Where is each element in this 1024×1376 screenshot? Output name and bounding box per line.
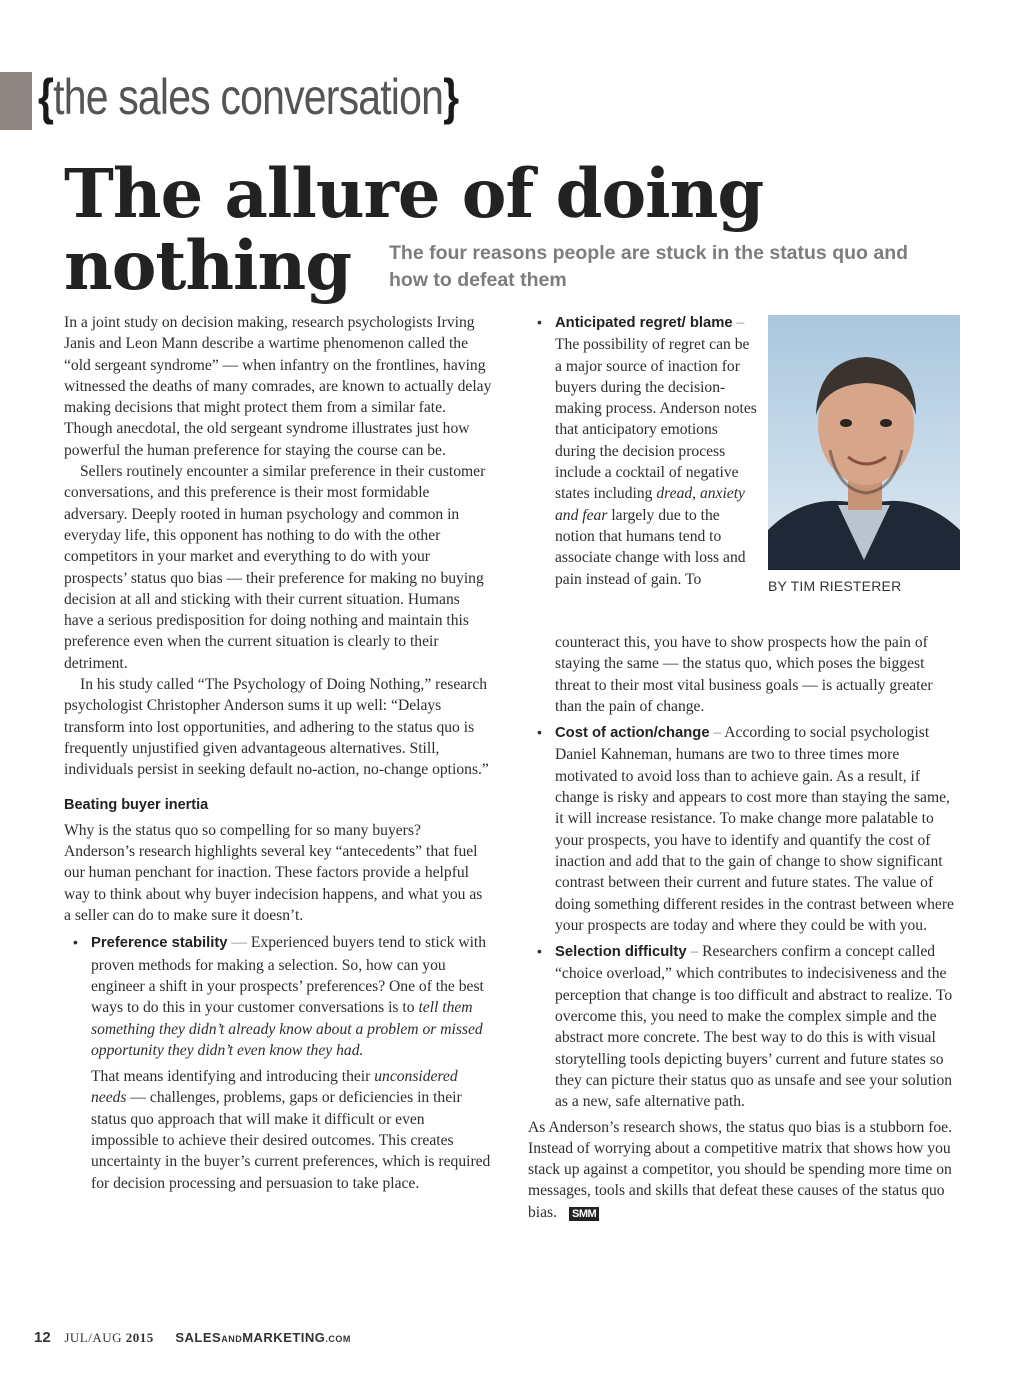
bullet-anticipated-regret — [528, 312, 758, 590]
bullet-lead: Anticipated regret/ blame — [555, 315, 733, 331]
page-number: 12 — [34, 1329, 51, 1346]
paragraph-intro: In a joint study on decision making, research psychologists Irving Janis and Leon Mann describe a wartime phenomenon called the “old sergeant syndrome” — when infantry on the frontlines, having witnessed the deaths of many comrades, are known to actually delay making decisions that might protect them from a similar fate. Though anecdotal, the old sergeant syndrome illustrates just how powerful the human preference for staying the course can be. — [64, 314, 492, 459]
bullet-continuation — [91, 1066, 492, 1194]
subheading-beating-inertia: Beating buyer inertia — [64, 796, 209, 813]
bullet-dash: — — [227, 934, 251, 952]
bullet-body: Experienced buyers tend to stick with proven methods for making a selection. So, how can you engineer a shift in your prospects’ preferences? One of the best ways to do this in your customer conversations is to — [91, 934, 487, 1017]
bullet-text — [555, 312, 758, 590]
bullet-lead: Preference stability — [91, 935, 228, 952]
bullet-italic: dread, anxiety and fear — [555, 485, 745, 524]
column-left — [64, 312, 492, 1194]
site-sales: SALES — [175, 1330, 222, 1345]
section-open-bracket: { — [38, 69, 54, 125]
bullet-selection-difficulty — [528, 941, 960, 1112]
continuation-b: — challenges, problems, gaps or deficiencies in their status quo approach that will make it difficult or even impossible to achieve their desired outcomes. This creates uncertainty in the buyer’s current preferences, which is required for decision processing and persuasion to take place. — [91, 1089, 491, 1192]
bullet-continuation: counteract this, you have to show prospects how the pain of staying the same — the status quo, which poses the biggest threat to their most vital business goals — is actually greater than the pain of change. — [555, 634, 933, 715]
site-marketing: MARKETING — [242, 1330, 326, 1345]
bullet-dot: • — [537, 724, 542, 741]
bullet-body: Researchers confirm a concept called “choice overload,” which contributes to indecisiveness and the perception that change is too difficult and abstract to realize. To overcome this, you need to make the complex simple and the abstract more concrete. The best way to do this is with visual storytelling tools depicting buyers’ current and future states so they can picture their status quo as unsafe and see your solution as a new, safe alternative path. — [555, 943, 953, 1111]
section-label: the sales conversation — [53, 69, 444, 125]
closing-text: As Anderson’s research shows, the status quo bias is a stubborn foe. Instead of worrying about a competitive matrix that shows how you stack up against a competitor, you should be spending more time on messages, tools and skills that defeat these causes of the status quo bias. — [528, 1118, 953, 1221]
page-footer — [34, 1329, 351, 1346]
section-tab-bar — [0, 72, 32, 130]
section-title — [38, 68, 458, 126]
bullet-dot: • — [537, 943, 542, 960]
bullet-lead: Cost of action/change — [555, 725, 710, 742]
website — [175, 1330, 351, 1345]
paragraph-sellers: Sellers routinely encounter a similar preference in their customer conversations, and this preference is their most formidable adversary. Deeply rooted in human psychology and common in everyday life, this opponent has nothing to do with the other competitors in your market and everything to do with your prospects’ status quo bias — their preference for making no buying decision at all and sticking with their current situation. Humans have a serious predisposition for doing nothing and maintain this preference even when the current situation is clearly to their detriment. — [64, 463, 486, 672]
issue-year: 2015 — [125, 1330, 154, 1345]
bullet-body-b: largely due to the notion that humans tend to associate change with loss and pain instead of gain. To — [555, 506, 746, 588]
bullet-text — [555, 941, 960, 1112]
continuation-italic: unconsidered needs — [91, 1068, 458, 1107]
subhead: The four reasons people are stuck in the status quo and how to defeat them — [389, 242, 909, 291]
paragraph-closing — [528, 1117, 960, 1223]
bullet-italic: tell them something they didn’t already know about a problem or missed opportunity they didn’t even know they had. — [91, 999, 483, 1059]
headline: The allure of doing nothing — [64, 154, 764, 305]
column-right-lower — [528, 632, 960, 1223]
site-and: AND — [221, 1334, 243, 1344]
paragraph-why: Why is the status quo so compelling for so many buyers? Anderson’s research highlights several key “antecedents” that fuel our human penchant for inaction. These factors provide a helpful way to think about why buyer indecision happens, and what you as a seller can do to make sure it doesn’t. — [64, 821, 483, 925]
bullet-dash: – — [709, 724, 725, 742]
byline: BY TIM RIESTERER — [768, 578, 902, 594]
issue-month: JUL/AUG — [64, 1330, 126, 1345]
site-com: .COM — [325, 1334, 351, 1344]
bullet-lead: Selection difficulty — [555, 944, 687, 961]
bullet-cost-of-action — [528, 722, 960, 936]
bullet-preference-stability — [64, 932, 492, 1194]
paragraph-anderson: In his study called “The Psychology of Doing Nothing,” research psychologist Christopher Anderson sums it up well: “Delays transform into lost opportunities, and adhering to the status quo is frequently unjustified given advantageous alternatives. Still, individuals persist in seeking default no-action, no-change options.” — [64, 676, 489, 779]
bullet-body-a: The possibility of regret can be a major source of inaction for buyers during the decision-making process. Anderson notes that anticipatory emotions during the decision process include a cocktail of negative states including — [555, 336, 757, 503]
end-mark-logo: SMM — [569, 1207, 599, 1221]
bullet-text — [91, 932, 492, 1061]
bullet-body: According to social psychologist Daniel Kahneman, humans are two to three times more motivated to avoid loss than to achieve gain. As a result, if change is risky and appears to cost more than staying the same, it will increase resistance. To make change more palatable to your prospects, you have to identify and quantify the cost of inaction and add that to the gain of change to show significant contrast between their current and future states. The value of doing something different resides in the contrast between where your prospects are today and where they could be with you. — [555, 724, 954, 934]
bullet-dot: • — [73, 934, 78, 951]
bullet-text — [555, 722, 960, 936]
column-right-upper — [528, 312, 758, 590]
bullet-dot: • — [537, 314, 542, 330]
bullet-anticipated-regret-cont — [528, 632, 960, 717]
section-close-bracket: } — [443, 69, 459, 125]
issue-date — [64, 1330, 153, 1345]
continuation-a: That means identifying and introducing their — [91, 1068, 375, 1086]
bullet-dash: – — [732, 314, 745, 331]
author-portrait — [768, 315, 960, 570]
bullet-dash: – — [686, 943, 703, 961]
